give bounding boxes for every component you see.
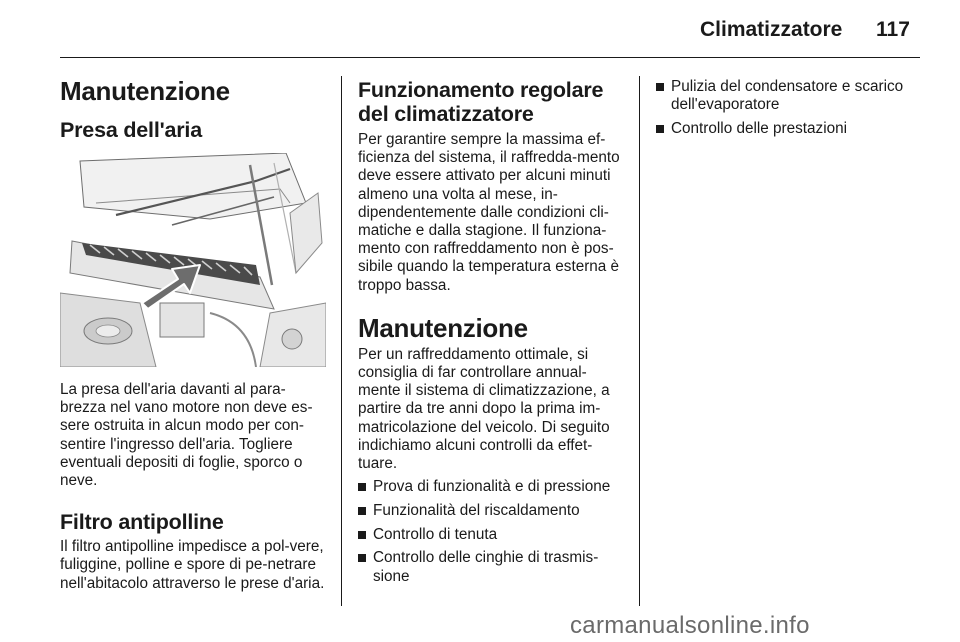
bullet-square-icon <box>358 554 366 562</box>
subsection-heading-pollen-filter: Filtro antipolline <box>60 510 224 535</box>
column-middle <box>358 78 624 591</box>
bullet-square-icon <box>358 483 366 491</box>
running-header-title: Climatizzatore <box>700 18 843 41</box>
column-right <box>656 78 922 144</box>
bullet-square-icon <box>656 125 664 133</box>
bullet-square-icon <box>358 531 366 539</box>
column-divider-2 <box>639 76 640 606</box>
list-item-text: Prova di funzionalità e di pressione <box>373 478 611 496</box>
subsection-heading-air-intake: Presa dell'aria <box>60 118 202 142</box>
watermark-text: carmanualsonline.info <box>570 612 810 639</box>
list-item <box>656 120 922 138</box>
list-item <box>358 526 624 544</box>
list-item-text: Controllo delle prestazioni <box>671 119 848 137</box>
list-item <box>358 478 624 496</box>
engine-bay-air-intake-illustration <box>60 153 326 367</box>
maintenance-checks-list-continued <box>656 78 922 138</box>
list-item <box>358 502 624 520</box>
maintenance-checks-list <box>358 478 624 586</box>
header-divider <box>60 57 920 58</box>
paragraph-pollen-filter: Il filtro antipolline impedisce a pol-vere, fuliggine, polline e spore di pe-netrare nell'abitacolo attraverso le prese d'aria. <box>60 538 325 592</box>
list-item-text: Pulizia del condensatore e scarico dell'evaporatore <box>671 78 904 114</box>
bullet-square-icon <box>358 507 366 515</box>
section-heading-maintenance: Manutenzione <box>358 312 528 343</box>
paragraph-maintenance: Per un raffreddamento ottimale, si consiglia di far controllare annual-mente il sistema di climatizzazione, a partire da tre anni dopo la prima im-matricolazione del veicolo. Di seguito indichiamo alcuni controlli da effet-tuare. <box>358 345 610 473</box>
list-item <box>358 549 624 585</box>
paragraph-regular-operation: Per garantire sempre la massima ef-ficienza del sistema, il raffredda-mento deve essere attivato per alcuni minuti almeno una volta al mese, in-dipendentemente dalle condizioni cli-matiche e dalla stagione. Il funziona-mento con raffreddamento non è pos-sibile quando la temperatura esterna è troppo bassa. <box>358 131 620 294</box>
column-left <box>60 76 330 593</box>
list-item-text: Funzionalità del riscaldamento <box>373 501 580 519</box>
list-item-text: Controllo delle cinghie di trasmis-sione <box>373 549 599 585</box>
section-heading: Manutenzione <box>60 76 230 106</box>
bullet-square-icon <box>656 83 664 91</box>
column-divider-1 <box>341 76 342 606</box>
paragraph-air-intake: La presa dell'aria davanti al para-brezza nel vano motore non deve es-sere ostruita in alcun modo per con-sentire l'ingresso dell'aria. Togliere eventuali depositi di foglie, sporco o neve. <box>60 381 313 490</box>
subsection-heading-regular-operation: Funzionamento regolare del climatizzatore <box>358 78 604 126</box>
list-item <box>656 78 922 114</box>
list-item-text: Controllo di tenuta <box>373 525 498 543</box>
page-number: 117 <box>876 18 910 41</box>
